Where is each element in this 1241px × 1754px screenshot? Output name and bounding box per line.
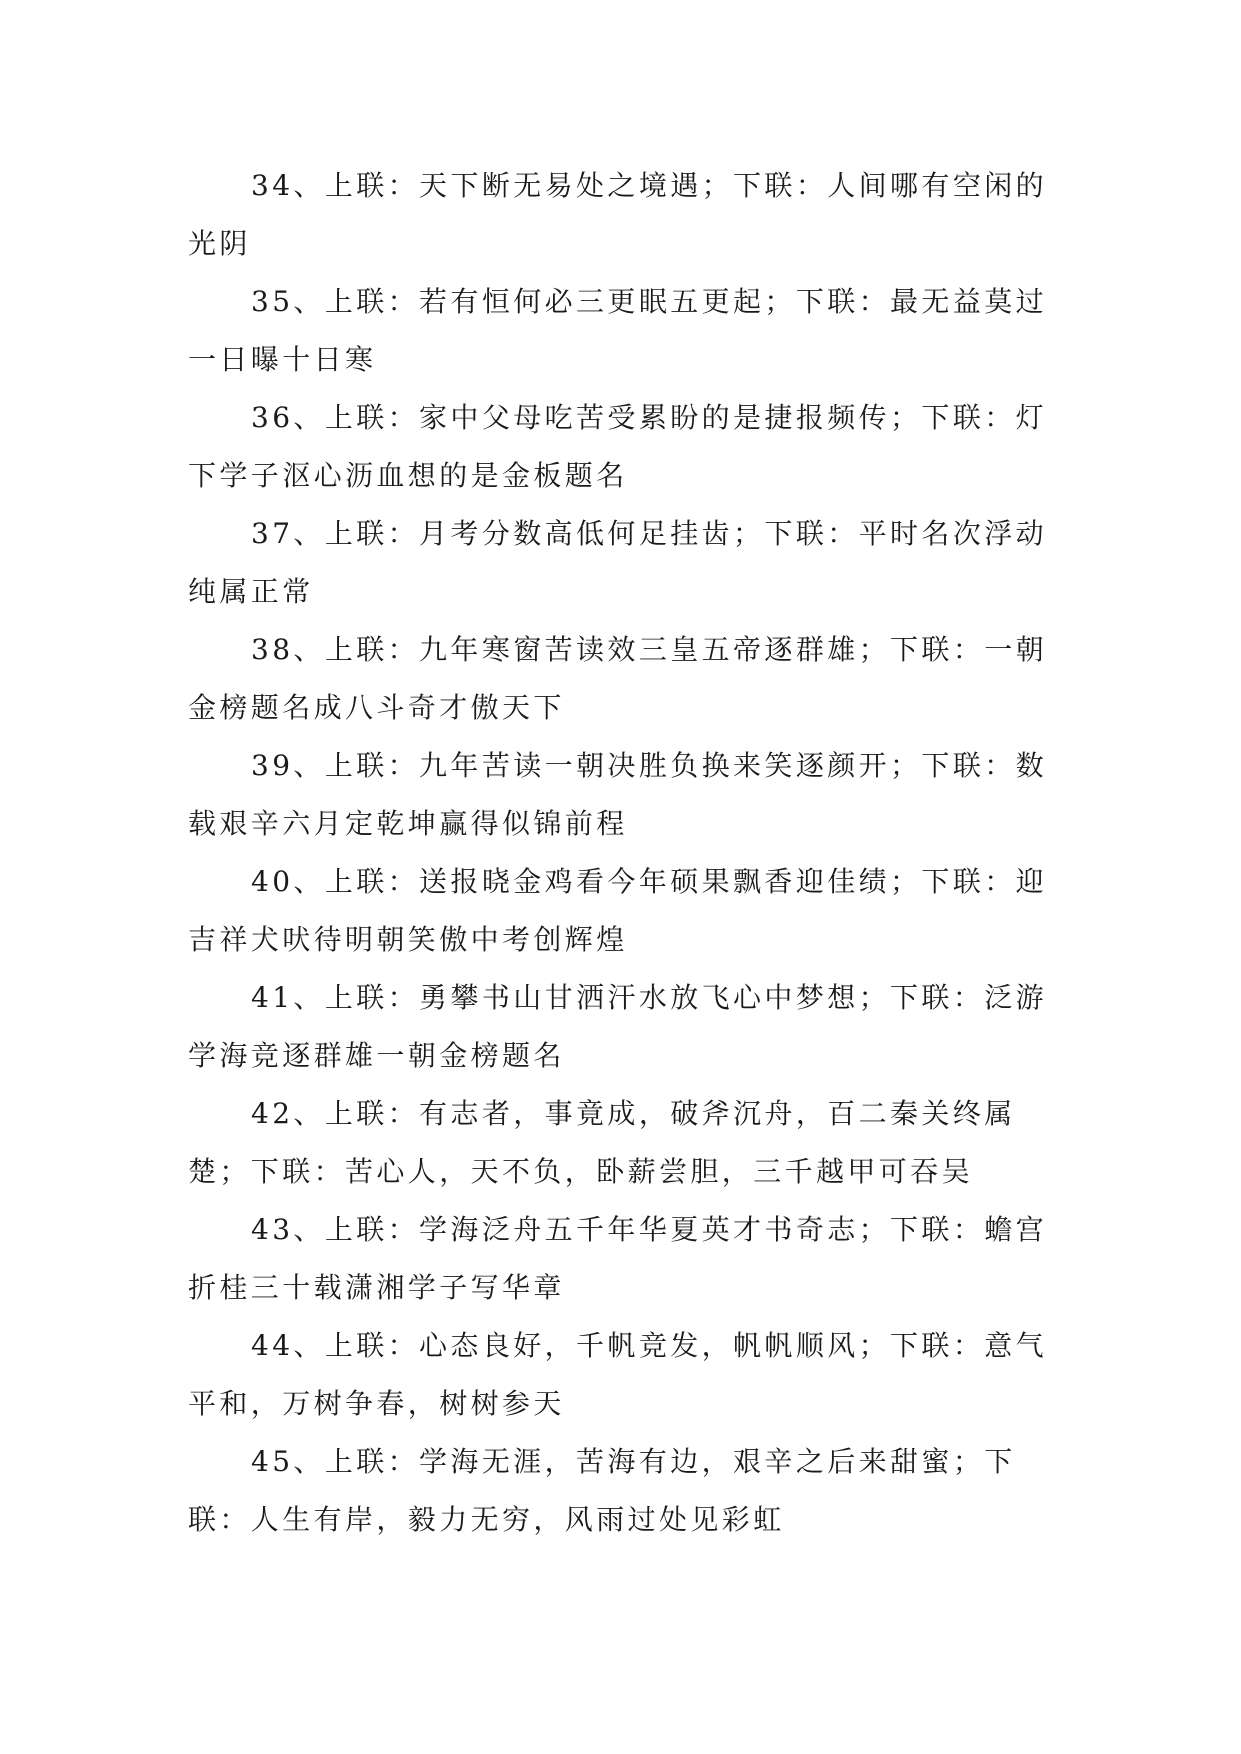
couplet-paragraph-39: 39、上联：九年苦读一朝决胜负换来笑逐颜开；下联：数载艰辛六月定乾坤赢得似锦前程 — [188, 749, 1048, 840]
couplet-paragraph-42: 42、上联：有志者，事竟成，破斧沉舟，百二秦关终属楚；下联：苦心人，天不负，卧薪尝胆，三千越甲可吞吴 — [188, 1097, 1016, 1188]
couplet-paragraph-43: 43、上联：学海泛舟五千年华夏英才书奇志；下联：蟾宫折桂三十载潇湘学子写华章 — [188, 1213, 1048, 1304]
document-body — [188, 157, 1048, 1549]
couplet-paragraph-34: 34、上联：天下断无易处之境遇；下联：人间哪有空闲的光阴 — [188, 169, 1048, 260]
couplet-paragraph-35: 35、上联：若有恒何必三更眠五更起；下联：最无益莫过一日曝十日寒 — [188, 285, 1048, 376]
couplet-paragraph-36: 36、上联：家中父母吃苦受累盼的是捷报频传；下联：灯下学子沤心沥血想的是金板题名 — [188, 401, 1048, 492]
couplet-paragraph-40: 40、上联：送报晓金鸡看今年硕果飘香迎佳绩；下联：迎吉祥犬吠待明朝笑傲中考创辉煌 — [188, 865, 1048, 956]
couplet-paragraph-41: 41、上联：勇攀书山甘洒汗水放飞心中梦想；下联：泛游学海竞逐群雄一朝金榜题名 — [188, 981, 1048, 1072]
couplet-paragraph-45: 45、上联：学海无涯，苦海有边，艰辛之后来甜蜜；下联：人生有岸，毅力无穷，风雨过处见彩虹 — [188, 1445, 1016, 1536]
couplet-paragraph-38: 38、上联：九年寒窗苦读效三皇五帝逐群雄；下联：一朝金榜题名成八斗奇才傲天下 — [188, 633, 1048, 724]
couplet-paragraph-44: 44、上联：心态良好，千帆竞发，帆帆顺风；下联：意气平和，万树争春，树树参天 — [188, 1329, 1048, 1420]
couplet-paragraph-37: 37、上联：月考分数高低何足挂齿；下联：平时名次浮动纯属正常 — [188, 517, 1048, 608]
